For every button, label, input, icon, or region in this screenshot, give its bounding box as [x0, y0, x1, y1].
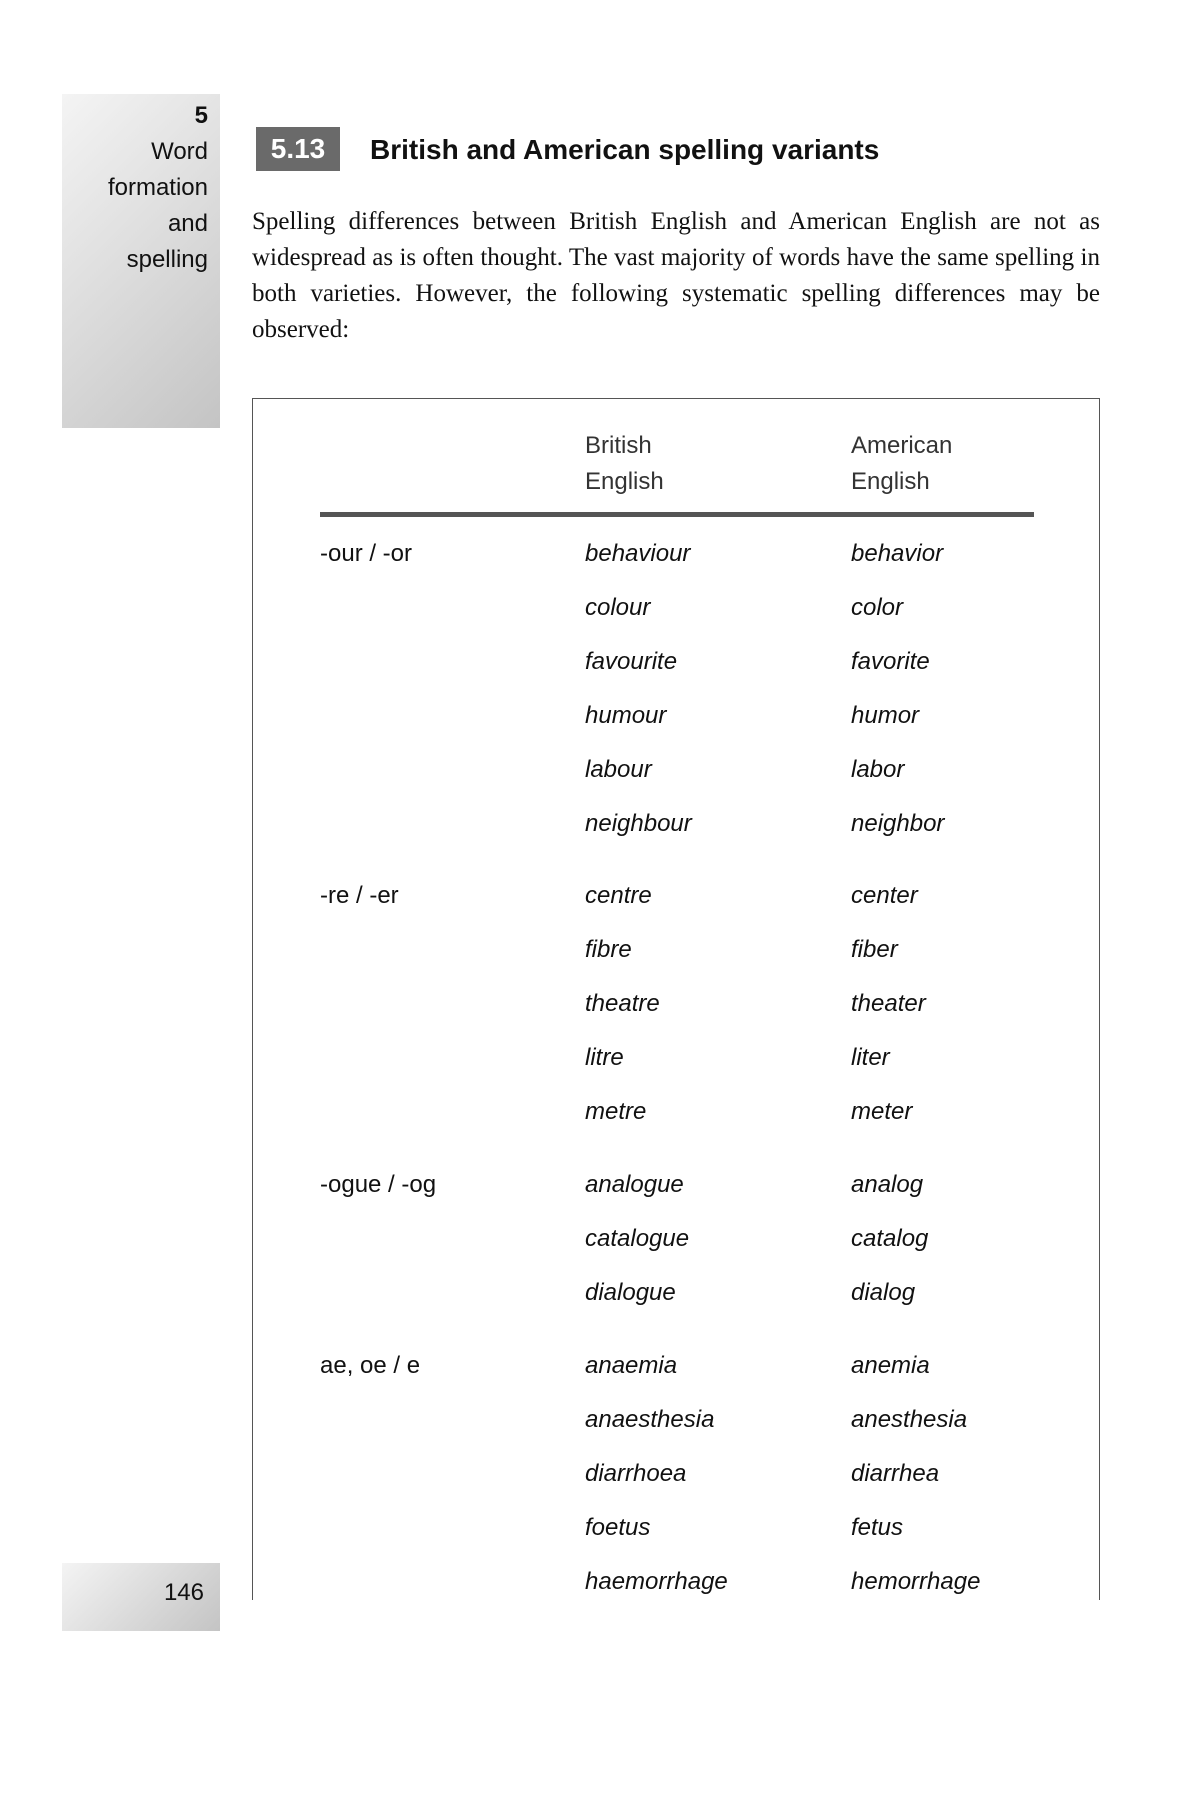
group-label: -re / -er	[320, 882, 399, 909]
british-spelling: dialogue	[585, 1279, 676, 1306]
british-spelling: anaemia	[585, 1352, 678, 1379]
american-spelling: behavior	[851, 540, 944, 567]
british-spelling: fibre	[585, 936, 632, 963]
american-spelling: hemorrhage	[851, 1568, 981, 1595]
british-spelling: behaviour	[585, 540, 691, 567]
chapter-title-line: Word	[151, 138, 208, 165]
british-spelling: litre	[585, 1044, 624, 1071]
american-spelling: dialog	[851, 1279, 916, 1306]
british-spelling: catalogue	[585, 1225, 690, 1252]
american-spelling: fetus	[851, 1514, 904, 1541]
chapter-heading	[108, 98, 208, 278]
american-spelling: anesthesia	[851, 1406, 968, 1433]
chapter-title-line: and	[167, 210, 208, 237]
section-title: British and American spelling variants	[370, 134, 880, 165]
british-spelling: foetus	[585, 1514, 651, 1541]
british-spelling: centre	[585, 882, 652, 909]
group-label: -our / -or	[320, 540, 413, 567]
american-spelling: diarrhea	[851, 1460, 940, 1487]
group-label: ae, oe / e	[320, 1352, 421, 1379]
american-spelling: neighbor	[851, 810, 945, 837]
american-spelling: labor	[851, 756, 905, 783]
american-spelling: fiber	[851, 936, 898, 963]
chapter-title-line: formation	[107, 174, 208, 201]
british-spelling: favourite	[585, 648, 678, 675]
british-spelling: labour	[585, 756, 652, 783]
american-spelling: meter	[851, 1098, 913, 1125]
british-spelling: colour	[585, 594, 651, 621]
british-spelling: metre	[585, 1098, 647, 1125]
section-number-badge: 5.13	[256, 127, 340, 171]
british-column-header: British English	[585, 432, 664, 495]
chapter-tab	[62, 94, 220, 428]
british-spelling: diarrhoea	[585, 1460, 687, 1487]
british-spelling: theatre	[585, 990, 660, 1017]
british-spelling: neighbour	[585, 810, 692, 837]
british-spelling: haemorrhage	[585, 1568, 728, 1595]
american-spelling: catalog	[851, 1225, 929, 1252]
american-spelling: anemia	[851, 1352, 930, 1379]
header-rule	[320, 512, 1034, 517]
british-spelling: humour	[585, 702, 667, 729]
american-spelling: analog	[851, 1171, 924, 1198]
page-number: 146	[163, 1579, 204, 1606]
american-spelling: favorite	[851, 648, 930, 675]
intro-paragraph: Spelling differences between British English and American English are not as widespread as is often thought. The vast majority of words have the same spelling in both varieties. However, the following systematic spelling differences may be observed:	[252, 208, 1100, 343]
chapter-number: 5	[194, 102, 208, 129]
british-spelling: analogue	[585, 1171, 684, 1198]
american-spelling: theater	[851, 990, 926, 1017]
american-spelling: liter	[851, 1044, 890, 1071]
british-spelling: anaesthesia	[585, 1406, 715, 1433]
chapter-title-line: spelling	[126, 246, 208, 273]
american-spelling: center	[851, 882, 918, 909]
group-label: -ogue / -og	[320, 1171, 437, 1198]
american-spelling: color	[851, 594, 904, 621]
page-number-tab	[62, 1563, 220, 1631]
american-column-header: American English	[851, 432, 953, 495]
american-spelling: humor	[851, 702, 920, 729]
